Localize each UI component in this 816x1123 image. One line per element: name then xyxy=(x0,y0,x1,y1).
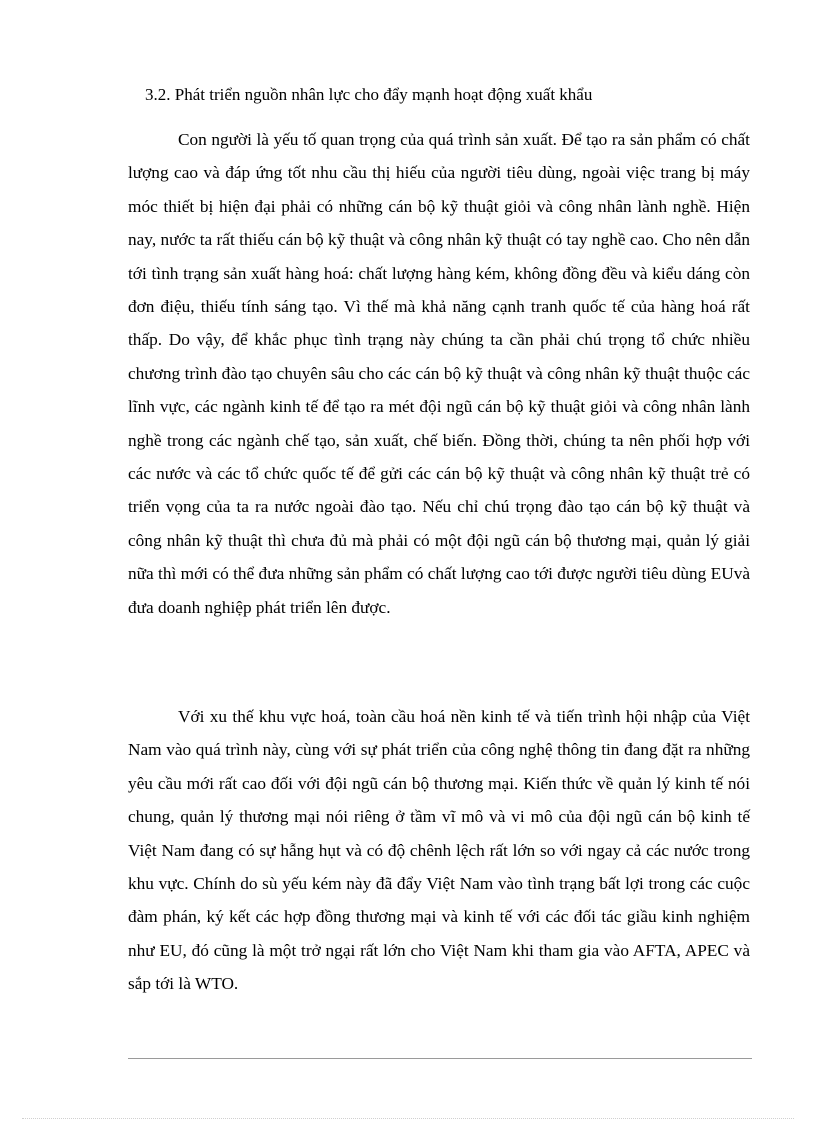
footer-divider xyxy=(128,1058,752,1059)
page-bottom-edge xyxy=(22,1118,794,1119)
section-heading: 3.2. Phát triển nguồn nhân lực cho đẩy mạnh hoạt động xuất khẩu xyxy=(145,85,593,104)
paragraph-globalization: Với xu thế khu vực hoá, toàn cầu hoá nền kinh tế và tiến trình hội nhập của Việt Nam vào quá trình này, cùng với sự phát triển của công nghệ thông tin đang đặt ra những yêu cầu mới rất cao đối với đội ngũ cán bộ thương mại. Kiến thức về quản lý kinh tế nói chung, quản lý thương mại nói riêng ở tầm vĩ mô và vi mô của đội ngũ cán bộ kinh tế Việt Nam đang có sự hẫng hụt và có độ chênh lệch rất lớn so với ngay cả các nước trong khu vực. Chính do sù yếu kém này đã đẩy Việt Nam vào tình trạng bất lợi trong các cuộc đàm phán, ký kết các hợp đồng thương mại và kinh tế với các đối tác giầu kinh nghiệm như EU, đó cũng là một trở ngại rất lớn cho Việt Nam khi tham gia vào AFTA, APEC và sắp tới là WTO. xyxy=(128,707,750,994)
paragraph-human-resources: Con người là yếu tố quan trọng của quá trình sản xuất. Để tạo ra sản phẩm có chất lượng cao và đáp ứng tốt nhu cầu thị hiếu của người tiêu dùng, ngoài việc trang bị máy móc thiết bị hiện đại phải có những cán bộ kỹ thuật giỏi và công nhân lành nghề. Hiện nay, nước ta rất thiếu cán bộ kỹ thuật và công nhân kỹ thuật có tay nghề cao. Cho nên dẫn tới tình trạng sản xuất hàng hoá: chất lượng hàng kém, không đồng đều và kiểu dáng còn đơn điệu, thiếu tính sáng tạo. Vì thế mà khả năng cạnh tranh quốc tế của hàng hoá rất thấp. Do vậy, để khắc phục tình trạng này chúng ta cần phải chú trọng tổ chức nhiều chương trình đào tạo chuyên sâu cho các cán bộ kỹ thuật và công nhân kỹ thuật thuộc các lĩnh vực, các ngành kinh tế để tạo ra mét đội ngũ cán bộ kỹ thuật giỏi và công nhân lành nghề trong các ngành chế tạo, sản xuất, chế biến. Đồng thời, chúng ta nên phối hợp với các nước và các tổ chức quốc tế để gửi các cán bộ kỹ thuật và công nhân kỹ thuật trẻ có triển vọng của ta ra nước ngoài đào tạo. Nếu chỉ chú trọng đào tạo cán bộ kỹ thuật và công nhân kỹ thuật thì chưa đủ mà phải có một đội ngũ cán bộ thương mại, quản lý giải nữa thì mới có thể đưa những sản phẩm có chất lượng cao tới được người tiêu dùng EUvà đưa doanh nghiệp phát triển lên được. xyxy=(128,130,750,617)
